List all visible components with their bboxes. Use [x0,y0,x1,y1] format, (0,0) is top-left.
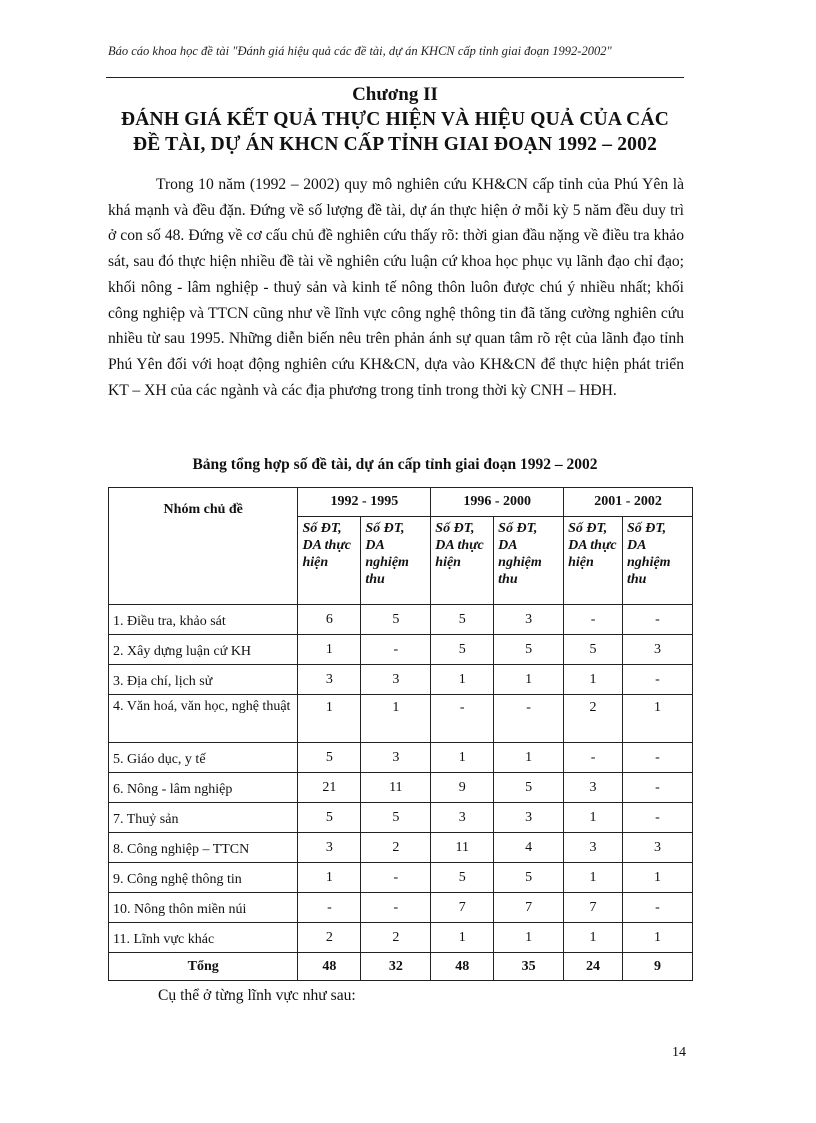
running-header: Báo cáo khoa học đề tài "Đánh giá hiệu quả các đề tài, dự án KHCN cấp tỉnh giai đoạn 1992-2002" [108,44,612,58]
table-cell: 7 [431,893,494,923]
table-cell: 6 [298,605,361,635]
sub-header-implemented: Số ĐT, DA thực hiện [564,517,623,605]
table-cell: - [361,863,431,893]
row-label: 11. Lĩnh vực khác [109,923,298,953]
sub-header-accepted: Số ĐT, DA nghiệm thu [494,517,564,605]
table-cell: 4 [494,833,564,863]
row-label: 3. Địa chí, lịch sử [109,665,298,695]
table-cell: 2 [564,695,623,743]
table-caption: Bảng tổng hợp số đề tài, dự án cấp tỉnh giai đoạn 1992 – 2002 [192,456,598,473]
table-cell: - [623,773,693,803]
table-cell: 1 [494,743,564,773]
table-cell: 5 [494,773,564,803]
total-cell: 9 [623,953,693,981]
table-cell: 1 [298,695,361,743]
table-cell: - [623,893,693,923]
sub-header-implemented: Số ĐT, DA thực hiện [431,517,494,605]
row-label: 7. Thuỷ sản [109,803,298,833]
table-row [109,803,693,833]
table-cell: 5 [431,605,494,635]
table-cell: 3 [431,803,494,833]
table-cell: 1 [431,923,494,953]
closing-sentence: Cụ thể ở từng lĩnh vực như sau: [158,987,356,1004]
table-cell: - [564,743,623,773]
table-cell: 2 [298,923,361,953]
table-row [109,743,693,773]
row-label: 5. Giáo dục, y tế [109,743,298,773]
table-cell: 5 [361,605,431,635]
table-body [109,605,693,981]
table-cell: 5 [361,803,431,833]
table-cell: 3 [494,803,564,833]
period-header: 1992 - 1995 [298,488,431,517]
body-paragraph: Trong 10 năm (1992 – 2002) quy mô nghiên cứu KH&CN cấp tỉnh của Phú Yên là khá mạnh và đều đặn. Đứng về số lượng đề tài, dự án thực hiện ở mỗi kỳ 5 năm đều duy trì ở con số 48. Đứng về cơ cấu chủ đề nghiên cứu thấy rõ: thời gian đầu nặng về điều tra khảo sát, sau đó thực hiện nhiều đề tài về nghiên cứu luận cứ khoa học phục vụ lãnh đạo chỉ đạo; khối nông - lâm nghiệp - thuỷ sản và kinh tế nông thôn luôn được chú ý nhiều nhất; khối công nghiệp và TTCN cũng như về lĩnh vực công nghệ thông tin đã tăng cường nghiên cứu nhiều từ sau 1995. Những diễn biến nêu trên phản ánh sự quan tâm rõ rệt của lãnh đạo tỉnh Phú Yên đối với hoạt động nghiên cứu KH&CN, dựa vào KH&CN để thực hiện phát triển KT – XH của các ngành và các địa phương trong tỉnh trong thời kỳ CNH – HĐH. [108,176,684,399]
table-cell: 5 [431,863,494,893]
total-cell: 35 [494,953,564,981]
table-row [109,833,693,863]
table-row [109,863,693,893]
sub-header-accepted: Số ĐT, DA nghiệm thu [361,517,431,605]
topic-header: Nhóm chủ đề [109,488,298,605]
table-cell: - [623,605,693,635]
table-cell: 3 [361,665,431,695]
table-cell: 3 [623,833,693,863]
table-cell: 1 [298,635,361,665]
table-cell: - [623,803,693,833]
row-label: 10. Nông thôn miền núi [109,893,298,923]
table-cell: - [494,695,564,743]
table-cell: 1 [564,803,623,833]
row-label: 8. Công nghiệp – TTCN [109,833,298,863]
table-cell: 1 [623,695,693,743]
table-row [109,695,693,743]
table-row [109,893,693,923]
table-row [109,605,693,635]
total-cell: 48 [298,953,361,981]
table-cell: 1 [564,665,623,695]
table-cell: 1 [623,863,693,893]
table-cell: 3 [298,833,361,863]
page-number: 14 [672,1045,686,1060]
sub-header-accepted: Số ĐT, DA nghiệm thu [623,517,693,605]
sub-header-implemented: Số ĐT, DA thực hiện [298,517,361,605]
table-cell: 5 [494,863,564,893]
table-cell: - [623,665,693,695]
table-row [109,665,693,695]
summary-table [108,487,693,981]
header-divider [106,77,684,78]
table-cell: 5 [298,743,361,773]
table-row [109,773,693,803]
table-cell: - [564,605,623,635]
table-cell: 3 [494,605,564,635]
total-row [109,953,693,981]
table-header-row [109,488,693,517]
total-label: Tổng [109,953,298,981]
table-cell: 9 [431,773,494,803]
table-cell: 11 [361,773,431,803]
table-cell: 5 [431,635,494,665]
table-cell: 11 [431,833,494,863]
table-cell: 3 [564,833,623,863]
row-label: 1. Điều tra, khảo sát [109,605,298,635]
table-cell: - [431,695,494,743]
table-cell: 7 [564,893,623,923]
table-cell: 1 [431,665,494,695]
table-cell: - [298,893,361,923]
row-label: 4. Văn hoá, văn học, nghệ thuật [109,695,298,743]
table-row [109,923,693,953]
table-cell: 5 [298,803,361,833]
table-cell: 1 [494,923,564,953]
table-cell: 3 [564,773,623,803]
period-header: 2001 - 2002 [564,488,693,517]
row-label: 6. Nông - lâm nghiệp [109,773,298,803]
total-cell: 24 [564,953,623,981]
period-header: 1996 - 2000 [431,488,564,517]
table-cell: 2 [361,923,431,953]
table-cell: 1 [564,863,623,893]
chapter-label: Chương II [352,84,438,105]
table-cell: 3 [623,635,693,665]
table-cell: 5 [494,635,564,665]
table-cell: 3 [361,743,431,773]
table-cell: 7 [494,893,564,923]
table-cell: 1 [623,923,693,953]
table-cell: - [623,743,693,773]
table-cell: 1 [494,665,564,695]
table-cell: 1 [431,743,494,773]
table-cell: 3 [298,665,361,695]
table-cell: 5 [564,635,623,665]
table-cell: - [361,635,431,665]
total-cell: 32 [361,953,431,981]
total-cell: 48 [431,953,494,981]
table-row [109,635,693,665]
table-cell: - [361,893,431,923]
table-cell: 1 [298,863,361,893]
table-cell: 2 [361,833,431,863]
row-label: 2. Xây dựng luận cứ KH [109,635,298,665]
table-cell: 1 [564,923,623,953]
table-cell: 1 [361,695,431,743]
chapter-title: ĐÁNH GIÁ KẾT QUẢ THỰC HIỆN VÀ HIỆU QUẢ CỦA CÁC ĐỀ TÀI, DỰ ÁN KHCN CẤP TỈNH GIAI ĐOẠN 1992 – 2002 [120,109,670,155]
row-label: 9. Công nghệ thông tin [109,863,298,893]
table-cell: 21 [298,773,361,803]
